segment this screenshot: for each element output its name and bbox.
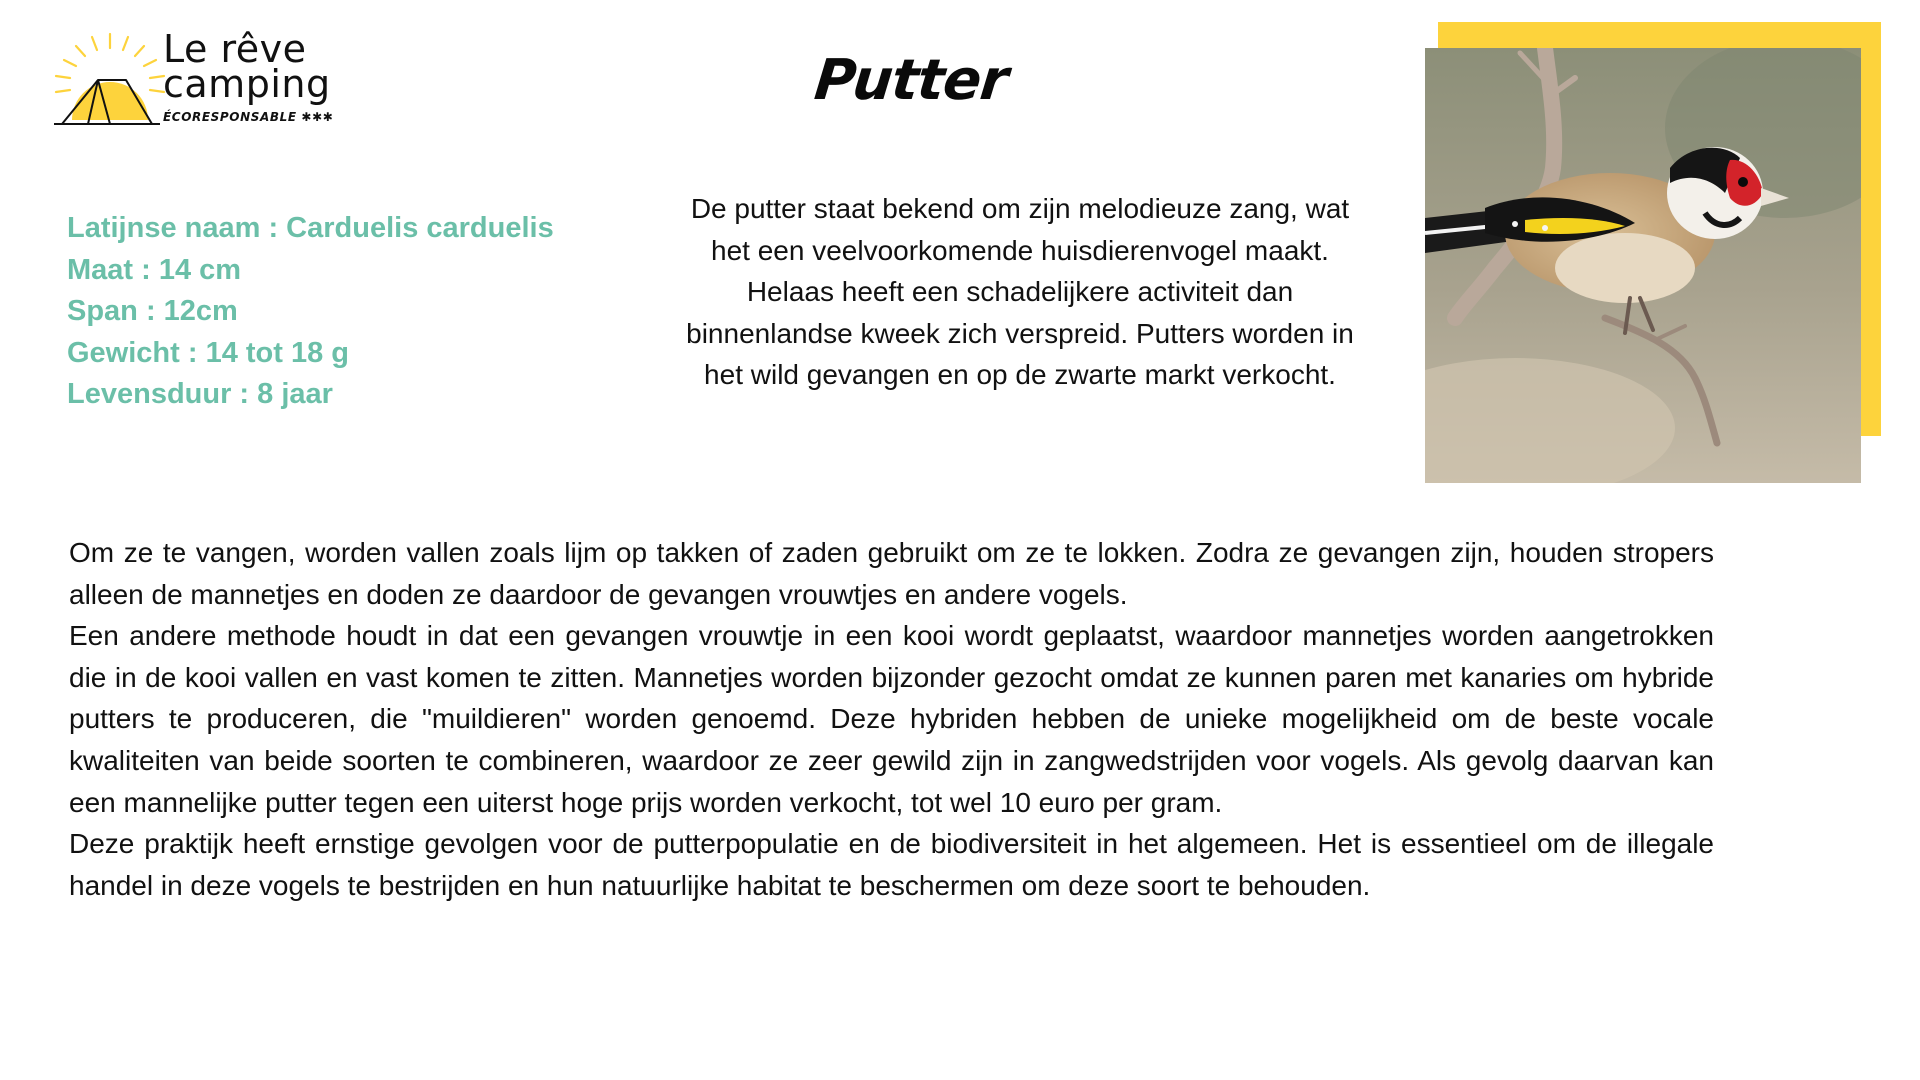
fact-size: Maat : 14 cm xyxy=(67,253,242,286)
fact-latin-name: Latijnse naam : Carduelis carduelis xyxy=(67,212,554,244)
fact-weight: Gewicht : 14 tot 18 g xyxy=(67,336,349,369)
body-paragraph-1: Om ze te vangen, worden vallen zoals lijm op takken of zaden gebruikt om ze te lokken. Zodra ze gevangen zijn, houden stropers alleen de mannetjes en doden ze daardoor de gevangen vrouwtjes en andere vogels. xyxy=(69,537,1714,610)
logo-wordmark xyxy=(163,27,334,124)
body-paragraph-3: Deze praktijk heeft ernstige gevolgen voor de putterpopulatie en de biodiversiteit in het algemeen. Het is essentieel om de illegale handel in deze vogels te bestrijden en hun natuurlijke habitat te beschermen om deze soort te behouden. xyxy=(69,828,1714,901)
bird-facts xyxy=(67,208,554,416)
page-title: Putter xyxy=(811,48,1011,113)
logo-tagline: ÉCORESPONSABLE ✱✱✱ xyxy=(163,110,334,124)
body-paragraph-2: Een andere methode houdt in dat een gevangen vrouwtje in een kooi wordt geplaatst, waardoor mannetjes worden aangetrokken die in de kooi vallen en vast komen te zitten. Mannetjes worden bijzonder gezocht omdat ze kunnen paren met kanaries om hybride putters te produceren, die "muildieren" worden genoemd. Deze hybriden hebben de unieke mogelijkheid om de beste vocale kwaliteiten van beide soorten te combineren, waardoor ze zeer gewild zijn in zangwedstrijden voor vogels. Als gevolg daarvan kan een mannelijke putter tegen een uiterst hoge prijs worden verkocht, tot wel 10 euro per gram. xyxy=(69,620,1714,818)
article-body xyxy=(69,532,1714,906)
sun-tent-icon xyxy=(40,28,180,133)
fact-wingspan: Span : 12cm xyxy=(67,295,238,328)
fact-lifespan: Levensduur : 8 jaar xyxy=(67,378,333,411)
logo-line-2: camping xyxy=(163,62,331,106)
logo-line-1: Le rêve xyxy=(163,27,307,71)
intro-paragraph: De putter staat bekend om zijn melodieuze zang, wat het een veelvoorkomende huisdierenvogel maakt. Helaas heeft een schadelijkere activiteit dan binnenlandse kweek zich verspreid. Putters worden in het wild gevangen en op de zwarte markt verkocht. xyxy=(686,193,1354,391)
camping-logo xyxy=(40,28,360,133)
goldfinch-photo xyxy=(1425,48,1861,483)
